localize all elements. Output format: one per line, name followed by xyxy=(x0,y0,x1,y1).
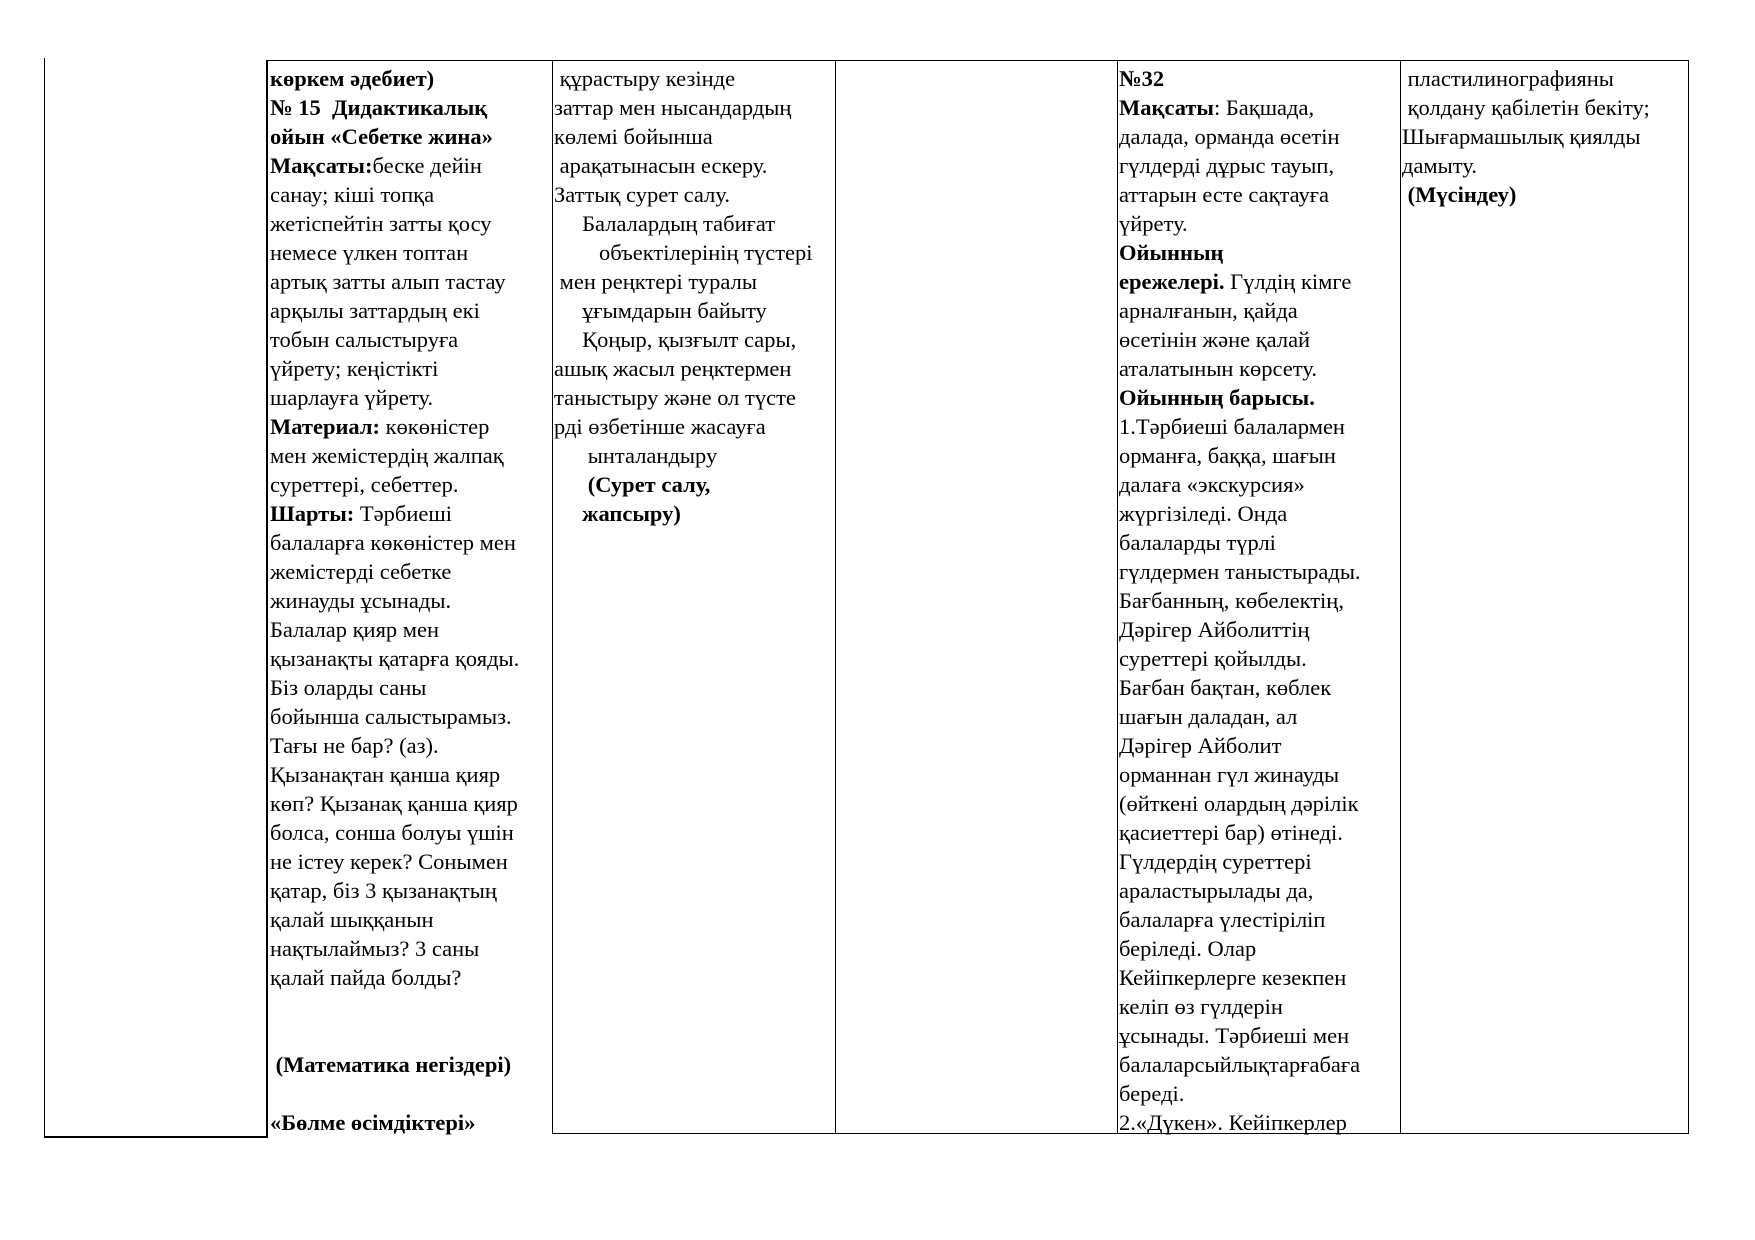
text-run: арналғанын, қайда xyxy=(1119,298,1298,323)
bold-text: (Сурет салу, xyxy=(554,472,711,497)
text-run: жинауды ұсынады. xyxy=(270,588,452,613)
text-line xyxy=(1119,789,1399,818)
text-run: жетіспейтін затты қосу xyxy=(270,211,492,236)
text-line xyxy=(1119,470,1399,499)
text-run: қолдану қабілетін бекіту; xyxy=(1402,95,1650,120)
text-run: қасиеттері бар) өтінеді. xyxy=(1119,820,1343,845)
text-run: береді. xyxy=(1119,1081,1185,1106)
text-run: аталатынын көрсету. xyxy=(1119,356,1317,381)
text-run: беске дейін xyxy=(372,153,482,178)
text-run: қалай пайда болды? xyxy=(270,965,462,990)
bold-text: Мақсаты: xyxy=(270,153,373,178)
text-line xyxy=(554,238,834,267)
text-line xyxy=(1119,1108,1399,1137)
text-line xyxy=(1119,383,1399,412)
text-run: Гүлдің кімге xyxy=(1224,269,1352,294)
text-line xyxy=(270,325,552,354)
text-line xyxy=(270,1050,552,1079)
text-run: үйрету; кеңістікті xyxy=(270,356,439,381)
bold-text: жапсыру) xyxy=(554,501,681,526)
text-run: құрастыру кезінде xyxy=(554,66,736,91)
text-line xyxy=(1119,267,1399,296)
text-line xyxy=(1119,180,1399,209)
text-line xyxy=(1119,296,1399,325)
text-line xyxy=(270,383,552,412)
text-line xyxy=(270,151,552,180)
text-run: 1.Тәрбиеші балалармен xyxy=(1119,414,1345,439)
text-line xyxy=(270,644,552,673)
text-line xyxy=(270,412,552,441)
text-run: шарлауға үйрету. xyxy=(270,385,434,410)
text-run: бойынша салыстырамыз. xyxy=(270,704,512,729)
text-run: Балалар қияр мен xyxy=(270,617,440,642)
text-line xyxy=(270,673,552,702)
text-line xyxy=(1402,180,1686,209)
text-line xyxy=(270,702,552,731)
bold-text: Ойынның барысы. xyxy=(1119,385,1315,410)
text-run: (өйткені олардың дәрілік xyxy=(1119,791,1359,816)
text-line xyxy=(554,499,834,528)
text-line xyxy=(1119,93,1399,122)
bold-text: Материал: xyxy=(270,414,380,439)
text-line xyxy=(554,412,834,441)
text-run: Қоңыр, қызғылт сары, xyxy=(554,327,797,352)
text-run: өсетінін және қалай xyxy=(1119,327,1311,352)
text-run: Дәрігер Айболиттің xyxy=(1119,617,1310,642)
text-run: орманға, баққа, шағын xyxy=(1119,443,1336,468)
text-run: Кейіпкерлерге кезекпен xyxy=(1119,965,1347,990)
text-run: көлемі бойынша xyxy=(554,124,713,149)
text-line xyxy=(1119,644,1399,673)
cell-drawing-activity xyxy=(554,64,834,528)
text-line xyxy=(270,905,552,934)
text-line xyxy=(270,209,552,238)
text-run: объектілерінің түстері xyxy=(554,240,813,265)
text-run: суреттері, себеттер. xyxy=(270,472,459,497)
bold-text: (Математика негіздері) xyxy=(270,1052,512,1077)
text-line xyxy=(270,818,552,847)
text-line xyxy=(1402,64,1686,93)
text-line xyxy=(554,151,834,180)
text-line xyxy=(554,93,834,122)
text-line xyxy=(1119,760,1399,789)
text-line xyxy=(270,441,552,470)
bold-text: ережелері. xyxy=(1119,269,1225,294)
text-run: орманнан гүл жинауды xyxy=(1119,762,1340,787)
text-line xyxy=(270,934,552,963)
text-run: келіп өз гүлдерін xyxy=(1119,994,1283,1019)
text-run: қалай шыққанын xyxy=(270,907,434,932)
text-run: : Бақшада, xyxy=(1214,95,1315,120)
text-line xyxy=(1119,354,1399,383)
text-run: ұғымдарын байыту xyxy=(554,298,767,323)
text-run: далаға «экскурсия» xyxy=(1119,472,1305,497)
text-line xyxy=(554,267,834,296)
text-run: қызанақты қатарға қояды. xyxy=(270,646,520,671)
text-line xyxy=(1119,325,1399,354)
text-line xyxy=(270,847,552,876)
column-divider-5 xyxy=(1400,60,1401,1134)
bold-text: № 15 Дидактикалық xyxy=(270,95,488,120)
text-line xyxy=(1119,441,1399,470)
text-line xyxy=(1119,905,1399,934)
text-run: 2.«Дүкен». Кейіпкерлер xyxy=(1119,1110,1347,1135)
text-run: ынталандыру xyxy=(554,443,718,468)
text-line xyxy=(554,180,834,209)
text-line xyxy=(270,180,552,209)
text-line xyxy=(1119,876,1399,905)
text-line xyxy=(1119,122,1399,151)
text-line xyxy=(270,64,552,93)
text-line xyxy=(1119,992,1399,1021)
text-line xyxy=(1119,818,1399,847)
cell-modeling-activity xyxy=(1402,64,1686,209)
text-line xyxy=(1402,93,1686,122)
text-run: далада, орманда өсетін xyxy=(1119,124,1340,149)
text-run: гүлдерді дұрыс тауып, xyxy=(1119,153,1335,178)
text-line xyxy=(1119,847,1399,876)
text-line xyxy=(1119,1050,1399,1079)
text-run: жемістерді себетке xyxy=(270,559,452,584)
text-line xyxy=(270,963,552,992)
text-line xyxy=(270,470,552,499)
bold-text: Ойынның xyxy=(1119,240,1224,265)
text-line xyxy=(270,1108,552,1137)
text-run: нақтылаймыз? 3 саны xyxy=(270,936,480,961)
text-line xyxy=(1119,412,1399,441)
text-line xyxy=(1119,151,1399,180)
text-run: араластырылады да, xyxy=(1119,878,1314,903)
text-line xyxy=(1119,64,1399,93)
text-run: Бағбанның, көбелектің, xyxy=(1119,588,1344,613)
text-run: Шығармашылық қиялды xyxy=(1402,124,1641,149)
column-divider-4 xyxy=(1117,60,1118,1134)
text-run: мен реңктері туралы xyxy=(554,269,757,294)
text-line xyxy=(554,296,834,325)
text-line xyxy=(1119,499,1399,528)
text-run: көкөністер xyxy=(379,414,490,439)
text-line xyxy=(1119,934,1399,963)
text-run: Заттық сурет салу. xyxy=(554,182,730,207)
text-line xyxy=(1119,673,1399,702)
bold-text: «Бөлме өсімдіктері» xyxy=(270,1110,476,1135)
text-run: дамыту. xyxy=(1402,153,1477,178)
blank-line xyxy=(270,1079,552,1108)
bold-text: ойын «Себетке жина» xyxy=(270,124,493,149)
text-run: Қызанақтан қанша қияр xyxy=(270,762,501,787)
blank-line xyxy=(270,992,552,1021)
text-line xyxy=(1119,702,1399,731)
text-line xyxy=(270,876,552,905)
text-run: жүргізіледі. Онда xyxy=(1119,501,1288,526)
text-run: не істеу керек? Сонымен xyxy=(270,849,508,874)
cell-didactic-game-15 xyxy=(270,64,552,1137)
text-line xyxy=(1119,1079,1399,1108)
text-run: аттарын есте сақтауға xyxy=(1119,182,1329,207)
text-line xyxy=(270,789,552,818)
text-run: Бағбан бақтан, көблек xyxy=(1119,675,1332,700)
text-line xyxy=(1119,209,1399,238)
text-run: санау; кіші топқа xyxy=(270,182,435,207)
text-line xyxy=(270,528,552,557)
text-run: болса, сонша болуы үшін xyxy=(270,820,514,845)
text-run: қатар, біз 3 қызанақтың xyxy=(270,878,497,903)
text-line xyxy=(554,325,834,354)
text-run: үйрету. xyxy=(1119,211,1188,236)
text-run: тобын салыстыруға xyxy=(270,327,459,352)
text-line xyxy=(554,209,834,238)
text-line xyxy=(1119,586,1399,615)
text-line xyxy=(554,122,834,151)
text-run: балаларды түрлі xyxy=(1119,530,1276,555)
text-line xyxy=(1119,1021,1399,1050)
text-run: арақатынасын ескеру. xyxy=(554,153,768,178)
text-run: көп? Қызанақ қанша қияр xyxy=(270,791,518,816)
text-run: ашық жасыл реңктермен xyxy=(554,356,792,381)
text-line xyxy=(270,615,552,644)
text-line xyxy=(1119,615,1399,644)
bold-text: Шарты: xyxy=(270,501,355,526)
text-run: заттар мен нысандардың xyxy=(554,95,792,120)
table-left-border xyxy=(44,58,45,1138)
text-line xyxy=(1119,528,1399,557)
text-run: гүлдермен таныстырады. xyxy=(1119,559,1361,584)
column-divider-1 xyxy=(266,60,268,1138)
text-run: артық затты алып тастау xyxy=(270,269,506,294)
column-divider-2 xyxy=(552,60,553,1134)
text-line xyxy=(554,383,834,412)
text-line xyxy=(270,296,552,325)
text-line xyxy=(270,586,552,615)
text-run: рді өзбетінше жасауға xyxy=(554,414,766,439)
cell-game-32 xyxy=(1119,64,1399,1137)
text-line xyxy=(1119,238,1399,267)
text-run: пластилинографияны xyxy=(1402,66,1614,91)
table-right-border xyxy=(1688,60,1689,1134)
text-run: балаларға үлестіріліп xyxy=(1119,907,1326,932)
text-line xyxy=(270,93,552,122)
text-run: мен жемістердің жалпақ xyxy=(270,443,504,468)
text-run: шағын даладан, ал xyxy=(1119,704,1298,729)
text-line xyxy=(1119,731,1399,760)
text-line xyxy=(270,122,552,151)
text-run: Тәрбиеші xyxy=(354,501,452,526)
text-line xyxy=(270,557,552,586)
bold-text: (Мүсіндеу) xyxy=(1402,182,1517,207)
bold-text: Мақсаты xyxy=(1119,95,1214,120)
text-line xyxy=(554,470,834,499)
text-run: Гүлдердің суреттері xyxy=(1119,849,1312,874)
text-run: Балалардың табиғат xyxy=(554,211,776,236)
text-run: суреттері қойылды. xyxy=(1119,646,1307,671)
text-run: таныстыру және ол түсте xyxy=(554,385,796,410)
text-run: Дәрігер Айболит xyxy=(1119,733,1282,758)
text-line xyxy=(270,354,552,383)
text-line xyxy=(554,354,834,383)
text-run: ұсынады. Тәрбиеші мен xyxy=(1119,1023,1350,1048)
bold-text: көркем әдебиет) xyxy=(270,66,435,91)
text-line xyxy=(270,267,552,296)
text-line xyxy=(1402,122,1686,151)
text-line xyxy=(1119,557,1399,586)
text-line xyxy=(1402,151,1686,180)
text-line xyxy=(270,731,552,760)
text-line xyxy=(270,760,552,789)
text-run: Тағы не бар? (аз). xyxy=(270,733,439,758)
text-run: балаларсыйлықтарғабаға xyxy=(1119,1052,1361,1077)
text-run: беріледі. Олар xyxy=(1119,936,1257,961)
text-line xyxy=(270,238,552,267)
table-bottom-border-left xyxy=(44,1136,267,1138)
column-divider-3 xyxy=(835,60,836,1134)
text-line xyxy=(1119,963,1399,992)
bold-text: №32 xyxy=(1119,66,1165,91)
text-run: немесе үлкен топтан xyxy=(270,240,469,265)
blank-line xyxy=(270,1021,552,1050)
table-top-border xyxy=(266,60,1689,61)
text-run: арқылы заттардың екі xyxy=(270,298,480,323)
text-line xyxy=(554,64,834,93)
text-line xyxy=(554,441,834,470)
text-line xyxy=(270,499,552,528)
text-run: Біз оларды саны xyxy=(270,675,427,700)
text-run: балаларға көкөністер мен xyxy=(270,530,516,555)
